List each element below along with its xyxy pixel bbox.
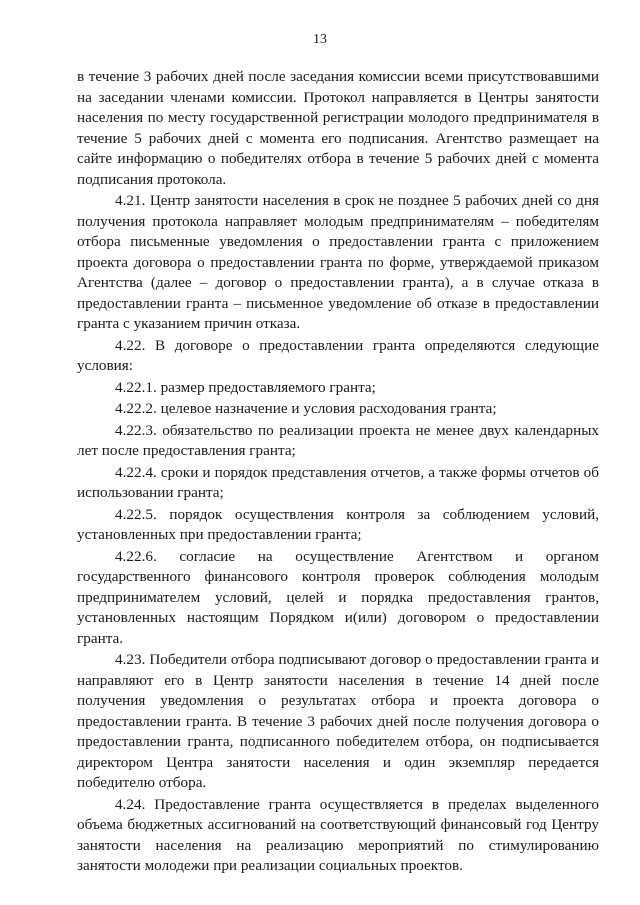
paragraph-4-23: 4.23. Победители отбора подписывают договор о предоставлении гранта и направляют его в Центр занятости населения в течение 14 дней после получения уведомления о результатах отбора и проекта договора о предоставлении гранта. В течение 3 рабочих дней после получения договора о предоставлении гранта, подписанного победителем отбора, он подписывается директором Центра занятости населения и один экземпляр передается победителю отбора. bbox=[77, 651, 599, 791]
paragraph-4-22-3: 4.22.3. обязательство по реализации проекта не менее двух календарных лет после предоставления гранта; bbox=[77, 421, 599, 459]
page-number: 13 bbox=[313, 32, 327, 47]
paragraph-continuation: в течение 3 рабочих дней после заседания комиссии всеми присутствовавшими на заседании членами комиссии. Протокол направляется в Центры занятости населения по месту государственной регистрации молодого предпринимателя в течение 5 рабочих дней с момента его подписания. Агентство размещает на сайте информацию о победителях отбора в течение 5 рабочих дней с момента подписания протокола. bbox=[77, 68, 599, 188]
document-body bbox=[77, 67, 599, 878]
paragraph-4-22-5: 4.22.5. порядок осуществления контроля за соблюдением условий, установленных при предоставлении гранта; bbox=[77, 505, 599, 543]
paragraph-4-22-2: 4.22.2. целевое назначение и условия расходования гранта; bbox=[115, 400, 497, 417]
paragraph-4-22: 4.22. В договоре о предоставлении гранта определяются следующие условия: bbox=[77, 336, 599, 374]
paragraph-4-24: 4.24. Предоставление гранта осуществляется в пределах выделенного объема бюджетных ассигнований на соответствующий финансовый год Центру занятости населения на реализацию мероприятий по стимулированию занятости молодежи при реализации социальных проектов. bbox=[77, 795, 599, 874]
paragraph-4-22-4: 4.22.4. сроки и порядок представления отчетов, а также формы отчетов об использовании гранта; bbox=[77, 463, 599, 501]
paragraph-4-22-1: 4.22.1. размер предоставляемого гранта; bbox=[115, 378, 376, 396]
paragraph-4-21: 4.21. Центр занятости населения в срок не позднее 5 рабочих дней со дня получения протокола направляет молодым предпринимателям – победителям отбора письменные уведомления о предоставлении гранта с приложением проекта договора о предоставлении гранта по форме, утверждаемой приказом Агентства (далее – договор о предоставлении гранта), а в случае отказа в предоставлении гранта – письменное уведомление об отказе в предоставлении гранта с указанием причин отказа. bbox=[77, 192, 599, 332]
paragraph-4-22-6: 4.22.6. согласие на осуществление Агентством и органом государственного финансового контроля проверок соблюдения молодым предпринимателем условий, целей и порядка предоставления грантов, установленных настоящим Порядком и(или) договором о предоставлении гранта. bbox=[77, 547, 599, 647]
